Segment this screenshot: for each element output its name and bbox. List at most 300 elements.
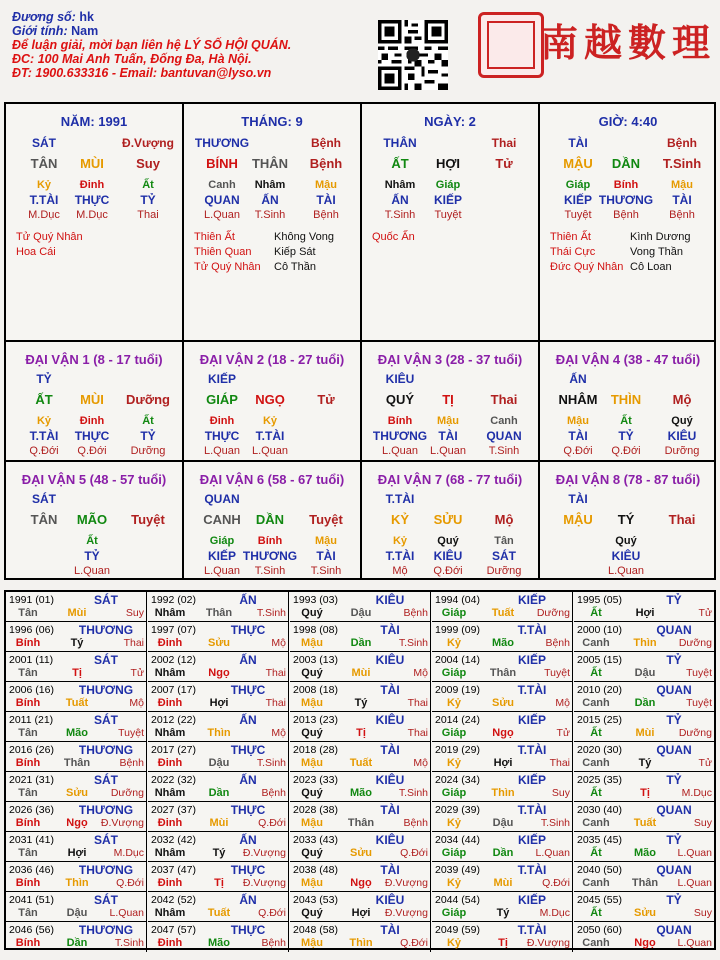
year-label: 2005 (15)	[577, 654, 622, 666]
dai-van-value: Đinh	[209, 415, 235, 427]
dai-van-value: L.Quan	[73, 565, 111, 577]
dai-van-row-3	[6, 534, 182, 550]
dai-van-value: Tân	[494, 535, 514, 547]
year-stem: Ất	[590, 667, 602, 679]
pillar-row-2	[184, 156, 360, 172]
dai-van-value: TÀI	[568, 429, 588, 443]
pillar-value: THÂN	[383, 136, 417, 150]
year-branch: Dậu	[66, 907, 88, 919]
year-label: 1998 (08)	[293, 624, 338, 636]
dai-van-value: THÌN	[610, 392, 642, 407]
year-branch: Ngọ	[634, 937, 656, 949]
pillar-value: T.Sinh	[662, 156, 702, 171]
dai-van-row-4	[6, 549, 182, 565]
year-label: 2012 (22)	[151, 714, 196, 726]
year-stage: Thai	[265, 667, 286, 679]
dai-van-value: ẤT	[35, 392, 53, 407]
year-label: 2026 (36)	[9, 804, 54, 816]
year-stage: Tử	[556, 727, 570, 739]
dai-van-cell-7	[362, 462, 540, 580]
year-label: 2023 (33)	[293, 774, 338, 786]
year-label: 2022 (32)	[151, 774, 196, 786]
star-label: Tử Quý Nhân	[16, 231, 83, 243]
pillar-title: NĂM: 1991	[60, 114, 128, 129]
year-branch: Ngọ	[350, 877, 372, 889]
year-label: 2020 (30)	[577, 744, 622, 756]
year-stage: M.Dục	[539, 907, 570, 919]
year-stem: Canh	[582, 697, 610, 709]
year-branch: Tý	[354, 697, 368, 709]
year-label: 2037 (47)	[151, 864, 196, 876]
year-cell	[432, 832, 573, 862]
year-label: 2042 (52)	[151, 894, 196, 906]
pillar-value: DẦN	[611, 156, 641, 171]
year-god: T.TÀI	[517, 743, 547, 757]
year-stem: Kỷ	[446, 817, 462, 829]
year-god: KIẾP	[517, 593, 546, 607]
pillar-row-3	[184, 178, 360, 194]
dai-van-value: Tuyệt	[131, 512, 165, 527]
year-stem: Quý	[301, 667, 323, 679]
dai-van-value: Tử	[317, 392, 335, 407]
year-stem: Nhâm	[154, 667, 186, 679]
dai-van-value: Đinh	[79, 415, 105, 427]
year-stage: T.Sinh	[256, 607, 286, 619]
year-cell	[6, 922, 147, 952]
year-label: 1995 (05)	[577, 594, 622, 606]
year-label: 2040 (50)	[577, 864, 622, 876]
star-label: Đức Quý Nhân	[550, 261, 624, 273]
year-god: ẤN	[239, 833, 257, 847]
year-stage: Bệnh	[261, 787, 286, 799]
year-cell	[574, 682, 714, 712]
year-god: THƯƠNG	[78, 863, 134, 877]
dai-van-value: Mộ	[494, 512, 514, 527]
year-god: ẤN	[239, 653, 257, 667]
dai-van-value: Mậu	[315, 535, 337, 547]
dai-van-value: THƯƠNG	[372, 429, 428, 443]
dai-van-value: Q.Đới	[611, 445, 641, 457]
year-branch: Dậu	[492, 817, 514, 829]
year-god: SÁT	[94, 653, 118, 667]
year-cell	[148, 592, 289, 622]
pillar-value: Giáp	[565, 179, 591, 191]
pillar-row-1	[362, 136, 538, 152]
year-label: 2034 (44)	[435, 834, 480, 846]
year-god: KIẾP	[517, 893, 546, 907]
pillar-value: MÙI	[80, 156, 104, 171]
year-cell	[148, 622, 289, 652]
year-stage: Mộ	[271, 637, 286, 649]
year-cell	[574, 712, 714, 742]
dai-van-value: QUÝ	[385, 392, 415, 407]
year-god: SÁT	[94, 893, 118, 907]
year-label: 2001 (11)	[9, 654, 54, 666]
year-stem: Quý	[301, 907, 323, 919]
dai-van-value: QUAN	[204, 492, 240, 506]
year-branch: Dần	[66, 937, 88, 949]
pillar-title: GIỜ: 4:40	[598, 114, 658, 129]
year-cell	[574, 742, 714, 772]
dai-van-row-2	[362, 512, 538, 528]
dai-van-cell-2	[184, 342, 362, 462]
year-cell	[6, 682, 147, 712]
pillar-value: KIẾP	[563, 193, 592, 207]
year-stem: Mậu	[301, 877, 323, 889]
dai-van-value: NHÂM	[558, 392, 598, 407]
year-cell	[574, 862, 714, 892]
year-cell	[432, 622, 573, 652]
year-label: 2038 (48)	[293, 864, 338, 876]
year-stem: Giáp	[441, 727, 467, 739]
year-stage: Tử	[698, 757, 712, 769]
year-stage: Đ.Vượng	[526, 937, 570, 949]
dai-van-value: Ất	[142, 415, 154, 427]
dai-van-value: Mộ	[672, 392, 692, 407]
year-label: 2047 (57)	[151, 924, 196, 936]
year-stem: Kỷ	[446, 757, 462, 769]
dai-van-value: SÁT	[32, 492, 56, 506]
dai-van-row-5	[540, 444, 716, 460]
year-stage: T.Sinh	[114, 937, 144, 949]
pillar-value: TỶ	[140, 193, 156, 207]
year-branch: Tý	[212, 847, 226, 859]
pillar-value: QUAN	[204, 193, 240, 207]
year-god: THỰC	[230, 743, 266, 757]
pillar-row-4	[540, 193, 716, 209]
year-stem: Bính	[15, 697, 41, 709]
pillar-value: HỢI	[435, 156, 461, 171]
year-god: THỰC	[230, 923, 266, 937]
year-god: THỰC	[230, 803, 266, 817]
pillar-value: Đinh	[79, 179, 105, 191]
star-label: Quốc Ấn	[372, 231, 415, 243]
year-cell	[432, 892, 573, 922]
dai-van-row-3	[362, 414, 538, 430]
year-label: 2019 (29)	[435, 744, 480, 756]
year-cell	[6, 652, 147, 682]
year-branch: Tuất	[65, 697, 89, 709]
year-branch: Thìn	[491, 787, 515, 799]
year-cell	[290, 712, 431, 742]
year-cell	[290, 862, 431, 892]
dai-van-row-5	[184, 564, 360, 580]
year-label: 2041 (51)	[9, 894, 54, 906]
dai-van-value: T.TÀI	[385, 549, 415, 563]
year-god: ẤN	[239, 893, 257, 907]
dai-van-row-4	[362, 429, 538, 445]
year-stem: Canh	[582, 877, 610, 889]
dai-van-title: ĐẠI VẬN 1 (8 - 17 tuổi)	[25, 352, 163, 367]
year-stem: Bính	[15, 637, 41, 649]
year-god: T.TÀI	[517, 923, 547, 937]
year-stage: Suy	[125, 607, 144, 619]
pillar-value: L.Quan	[203, 209, 241, 221]
year-god: KIÊU	[375, 893, 405, 907]
dai-van-value: TỶ	[84, 549, 100, 563]
dai-van-cell-6	[184, 462, 362, 580]
dai-van-value: L.Quan	[429, 445, 467, 457]
chart-grid	[4, 102, 716, 580]
dai-van-value: KIÊU	[611, 549, 641, 563]
dai-van-row-1	[184, 372, 360, 388]
dai-van-cell-1	[6, 342, 184, 462]
year-god: TỶ	[666, 593, 682, 607]
year-cell	[148, 652, 289, 682]
year-stage: Mộ	[413, 757, 428, 769]
star-label: Tử Quý Nhân	[194, 261, 261, 273]
logo-text: 南越數理	[540, 20, 717, 65]
dai-van-row-5	[184, 444, 360, 460]
year-label: 2044 (54)	[435, 894, 480, 906]
year-cell	[432, 652, 573, 682]
year-stem: Kỷ	[446, 877, 462, 889]
year-label: 2021 (31)	[9, 774, 54, 786]
year-stem: Kỷ	[446, 697, 462, 709]
year-branch: Thân	[489, 667, 517, 679]
year-branch: Thìn	[65, 877, 89, 889]
year-label: 1999 (09)	[435, 624, 480, 636]
qr-code-icon	[378, 20, 448, 90]
dai-van-value: Quý	[437, 535, 459, 547]
year-stem: Bính	[15, 877, 41, 889]
year-label: 1997 (07)	[151, 624, 196, 636]
year-god: THƯƠNG	[78, 743, 134, 757]
dai-van-title: ĐẠI VẬN 8 (78 - 87 tuổi)	[555, 472, 701, 487]
dai-van-value: QUAN	[486, 429, 522, 443]
year-cell	[6, 622, 147, 652]
year-stem: Nhâm	[154, 907, 186, 919]
dai-van-row-1	[540, 372, 716, 388]
dai-van-value: Q.Đới	[77, 445, 107, 457]
year-cell	[6, 832, 147, 862]
annual-calendar	[4, 590, 716, 950]
year-branch: Hợi	[493, 757, 513, 769]
year-cell	[6, 772, 147, 802]
dai-van-value: TÀI	[438, 429, 458, 443]
year-label: 1993 (03)	[293, 594, 338, 606]
year-stem: Mậu	[301, 637, 323, 649]
year-cell	[574, 802, 714, 832]
year-god: QUAN	[656, 743, 692, 757]
year-god: QUAN	[656, 923, 692, 937]
year-branch: Mão	[350, 787, 372, 799]
year-stage: Q.Đới	[542, 877, 570, 889]
dai-van-value: KIẾP	[207, 372, 236, 386]
year-stem: Bính	[15, 817, 41, 829]
year-stage: Suy	[693, 907, 712, 919]
year-branch: Tị	[214, 877, 224, 889]
year-stage: Suy	[551, 787, 570, 799]
year-stem: Mậu	[301, 697, 323, 709]
dai-van-value: L.Quan	[203, 565, 241, 577]
year-branch: Ngọ	[66, 817, 88, 829]
pillar-value: KIẾP	[433, 193, 462, 207]
pillar-value: Thai	[137, 209, 159, 221]
dai-van-value: Q.Đới	[29, 445, 59, 457]
year-cell	[290, 832, 431, 862]
pillar-value: Giáp	[435, 179, 461, 191]
dai-van-row-1	[362, 372, 538, 388]
year-god: KIÊU	[375, 773, 405, 787]
pillar-value: THÂN	[251, 156, 289, 171]
year-stem: Giáp	[441, 607, 467, 619]
year-label: 2048 (58)	[293, 924, 338, 936]
address-line: ĐC: 100 Mai Anh Tuấn, Đống Đa, Hà Nội.	[12, 52, 252, 66]
year-stem: Đinh	[157, 877, 183, 889]
year-cell	[290, 622, 431, 652]
year-cell	[574, 772, 714, 802]
year-stem: Canh	[582, 817, 610, 829]
year-cell	[148, 742, 289, 772]
dai-van-value: Dưỡng	[126, 392, 170, 407]
year-label: 2017 (27)	[151, 744, 196, 756]
year-branch: Mão	[208, 937, 230, 949]
year-label: 2027 (37)	[151, 804, 196, 816]
pillar-value: MẬU	[563, 156, 593, 171]
year-branch: Hợi	[209, 697, 229, 709]
dai-van-value: TÀI	[316, 549, 336, 563]
pillar-value: ẤT	[391, 156, 409, 171]
dai-van-value: Mậu	[437, 415, 459, 427]
year-stem: Đinh	[157, 637, 183, 649]
year-label: 2016 (26)	[9, 744, 54, 756]
dai-van-title: ĐẠI VẬN 7 (68 - 77 tuổi)	[377, 472, 523, 487]
year-cell	[6, 742, 147, 772]
year-branch: Dần	[208, 787, 230, 799]
year-stage: Bệnh	[403, 817, 428, 829]
pillar-value: Bệnh	[309, 156, 343, 171]
year-branch: Thìn	[633, 637, 657, 649]
dai-van-row-2	[540, 392, 716, 408]
year-branch: Tý	[638, 757, 652, 769]
year-stage: M.Dục	[113, 847, 144, 859]
year-cell	[290, 592, 431, 622]
pillar-row-2	[362, 156, 538, 172]
pillar-row-4	[184, 193, 360, 209]
year-label: 2003 (13)	[293, 654, 338, 666]
year-stem: Ất	[590, 907, 602, 919]
year-cell	[432, 712, 573, 742]
year-stem: Đinh	[157, 937, 183, 949]
dai-van-value: L.Quan	[607, 565, 645, 577]
year-god: QUAN	[656, 803, 692, 817]
star-label: Kiếp Sát	[274, 246, 316, 258]
dai-van-row-2	[362, 392, 538, 408]
dai-van-value: Q.Đới	[563, 445, 593, 457]
year-branch: Mùi	[209, 817, 229, 829]
year-label: 1994 (04)	[435, 594, 480, 606]
pillar-value: Bệnh	[613, 209, 639, 221]
dai-van-row-3	[540, 534, 716, 550]
year-branch: Hợi	[635, 607, 655, 619]
year-stem: Tân	[18, 667, 38, 679]
dai-van-value: MÃO	[76, 512, 108, 527]
pillar-value: THỰC	[74, 193, 110, 207]
pillar-row-2	[540, 156, 716, 172]
year-god: SÁT	[94, 833, 118, 847]
year-stage: Mộ	[555, 697, 570, 709]
year-stage: Mộ	[413, 667, 428, 679]
year-god: TÀI	[380, 683, 400, 697]
pillar-value: Suy	[136, 156, 160, 171]
year-stem: Đinh	[157, 757, 183, 769]
dai-van-row-1	[184, 492, 360, 508]
year-stem: Canh	[582, 757, 610, 769]
year-cell	[432, 802, 573, 832]
year-god: KIÊU	[375, 653, 405, 667]
year-cell	[6, 892, 147, 922]
year-cell	[290, 892, 431, 922]
year-branch: Sửu	[65, 787, 89, 799]
year-stem: Quý	[301, 847, 323, 859]
dai-van-value: Quý	[671, 415, 693, 427]
year-branch: Hợi	[351, 907, 371, 919]
pillar-value: Tuyệt	[434, 209, 462, 221]
year-label: 2007 (17)	[151, 684, 196, 696]
year-stem: Tân	[18, 607, 38, 619]
year-stem: Bính	[15, 937, 41, 949]
dai-van-value: KIẾP	[207, 549, 236, 563]
year-god: THƯƠNG	[78, 923, 134, 937]
pillar-cell-1	[6, 104, 184, 342]
dai-van-title: ĐẠI VẬN 2 (18 - 27 tuổi)	[199, 352, 345, 367]
year-god: TÀI	[380, 743, 400, 757]
dai-van-value: Quý	[615, 535, 637, 547]
year-stem: Đinh	[157, 817, 183, 829]
dai-van-value: TÀI	[568, 492, 588, 506]
year-god: TỶ	[666, 773, 682, 787]
year-label: 2030 (40)	[577, 804, 622, 816]
year-branch: Thân	[63, 757, 91, 769]
phone-email-line: ĐT: 1900.633316 - Email: bantuvan@lyso.vn	[12, 66, 272, 80]
year-stage: Q.Đới	[400, 937, 428, 949]
dai-van-value: NGỌ	[255, 392, 285, 407]
dai-van-value: T.Sinh	[488, 445, 520, 457]
pillar-row-1	[6, 136, 182, 152]
year-cell	[432, 862, 573, 892]
dai-van-row-4	[184, 549, 360, 565]
year-label: 2039 (49)	[435, 864, 480, 876]
dai-van-value: GIÁP	[206, 392, 238, 407]
year-stem: Mậu	[301, 757, 323, 769]
year-branch: Tuất	[207, 907, 231, 919]
year-label: 2031 (41)	[9, 834, 54, 846]
star-label: Không Vong	[274, 231, 334, 243]
dai-van-value: T.Sinh	[310, 565, 342, 577]
dai-van-value: Dưỡng	[130, 445, 166, 457]
year-branch: Thân	[205, 607, 233, 619]
year-god: KIẾP	[517, 773, 546, 787]
year-label: 2010 (20)	[577, 684, 622, 696]
pillar-value: Bính	[613, 179, 639, 191]
pillar-value: TÀI	[672, 193, 692, 207]
dai-van-value: Dưỡng	[664, 445, 700, 457]
dai-van-value: L.Quan	[381, 445, 419, 457]
contact-line: Để luận giải, mời bạn liên hệ LÝ SỐ HỘI QUÁN.	[12, 38, 292, 52]
year-stage: L.Quan	[535, 847, 570, 859]
year-branch: Mùi	[635, 727, 655, 739]
year-stage: Thai	[549, 757, 570, 769]
owner-line: Đương số: hk	[12, 10, 94, 24]
dai-van-row-2	[184, 512, 360, 528]
year-stage: Q.Đới	[400, 847, 428, 859]
pillar-title: NGÀY: 2	[424, 114, 476, 129]
year-god: TỶ	[666, 893, 682, 907]
star-label: Kình Dương	[630, 231, 691, 243]
dai-van-value: Dưỡng	[486, 565, 522, 577]
year-branch: Tuất	[633, 817, 657, 829]
